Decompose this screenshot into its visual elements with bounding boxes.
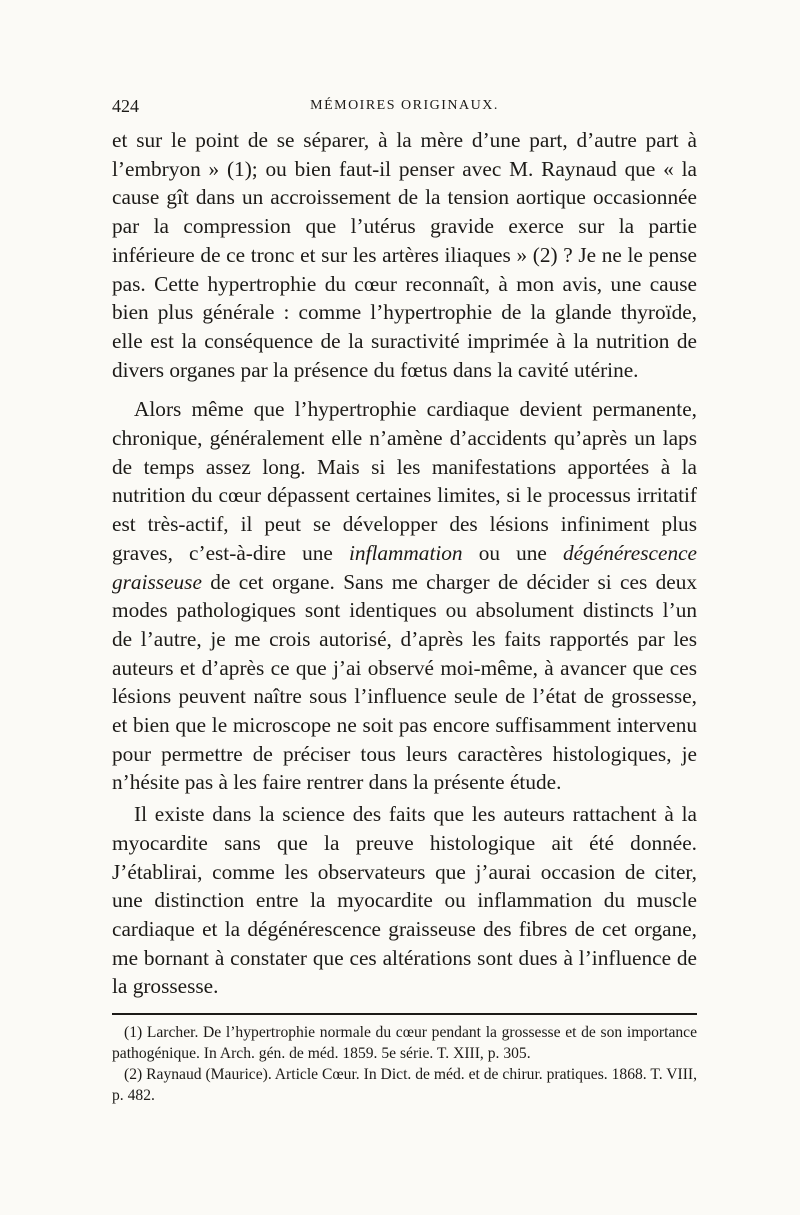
running-head: MÉMOIRES ORIGINAUX.	[310, 98, 499, 113]
paragraph-3: Il existe dans la science des faits que les auteurs rattachent à la myocardite sans que la preuve histologique ait été donnée. J’établirai, comme les observateurs que j’aurai occasion de citer, une distinction entre la myocardite ou inflammation du muscle cardiaque et la dégénérescence graisseuse des fibres de cet organe, me bornant à constater que ces altérations sont dues à l’influence de la grossesse.	[112, 802, 697, 999]
emphasis-degenerescence: dégénérescence graisseuse	[112, 540, 697, 594]
book-page	[112, 96, 697, 1106]
paragraph-2	[112, 395, 697, 797]
paragraph-2-text-b: ou une	[478, 540, 547, 565]
footnote-2: (2) Raynaud (Maurice). Article Cœur. In Dict. de méd. et de chirur. pratiques. 1868. T. VIII, p. 482.	[112, 1066, 697, 1105]
page-header	[112, 96, 697, 122]
paragraph-2-text-c: de cet organe. Sans me charger de décider si ces deux modes pathologiques sont identiques ou absolument distincts l’un de l’autre, je me crois autorisé, d’après les faits rapportés par les auteurs et d’après ce que j’ai observé moi-même, à avancer que ces lésions peuvent naître sous l’influence seule de l’état de grossesse, et bien que le microscope ne soit pas encore suffisamment intervenu pour permettre de préciser tous leurs caractères histologiques, je n’hésite pas à les faire rentrer dans la présente étude.	[112, 569, 697, 795]
footnote-rule	[112, 1013, 697, 1015]
paragraph-2-text-a: Alors même que l’hypertrophie cardiaque devient permanente, chronique, généralement elle n’amène d’accidents qu’après un laps de temps assez long. Mais si les manifestations apportées à la nutrition du cœur dépassent certaines limites, si le processus irritatif est très-actif, il peut se développer des lésions infiniment plus graves, c’est-à-dire une	[112, 397, 697, 565]
footnote-1: (1) Larcher. De l’hypertrophie normale du cœur pendant la grossesse et de son importance pathogénique. In Arch. gén. de méd. 1859. 5e série. T. XIII, p. 305.	[112, 1024, 697, 1063]
paragraph-1: et sur le point de se séparer, à la mère d’une part, d’autre part à l’embryon » (1); ou bien faut-il penser avec M. Raynaud que « la cause gît dans un accroissement de la tension aortique occasionnée par la compression que l’utérus gravide exerce sur la partie inférieure de ce tronc et sur les artères iliaques » (2) ? Je ne le pense pas. Cette hypertrophie du cœur reconnaît, à mon avis, une cause bien plus générale : comme l’hypertrophie de la glande thyroïde, elle est la conséquence de la suractivité imprimée à la nutrition de divers organes par la présence du fœtus dans la cavité utérine.	[112, 128, 697, 382]
body-text	[112, 126, 697, 1001]
footnotes	[112, 1022, 697, 1106]
page-number: 424	[112, 96, 139, 116]
emphasis-inflammation: inflammation	[348, 540, 463, 565]
